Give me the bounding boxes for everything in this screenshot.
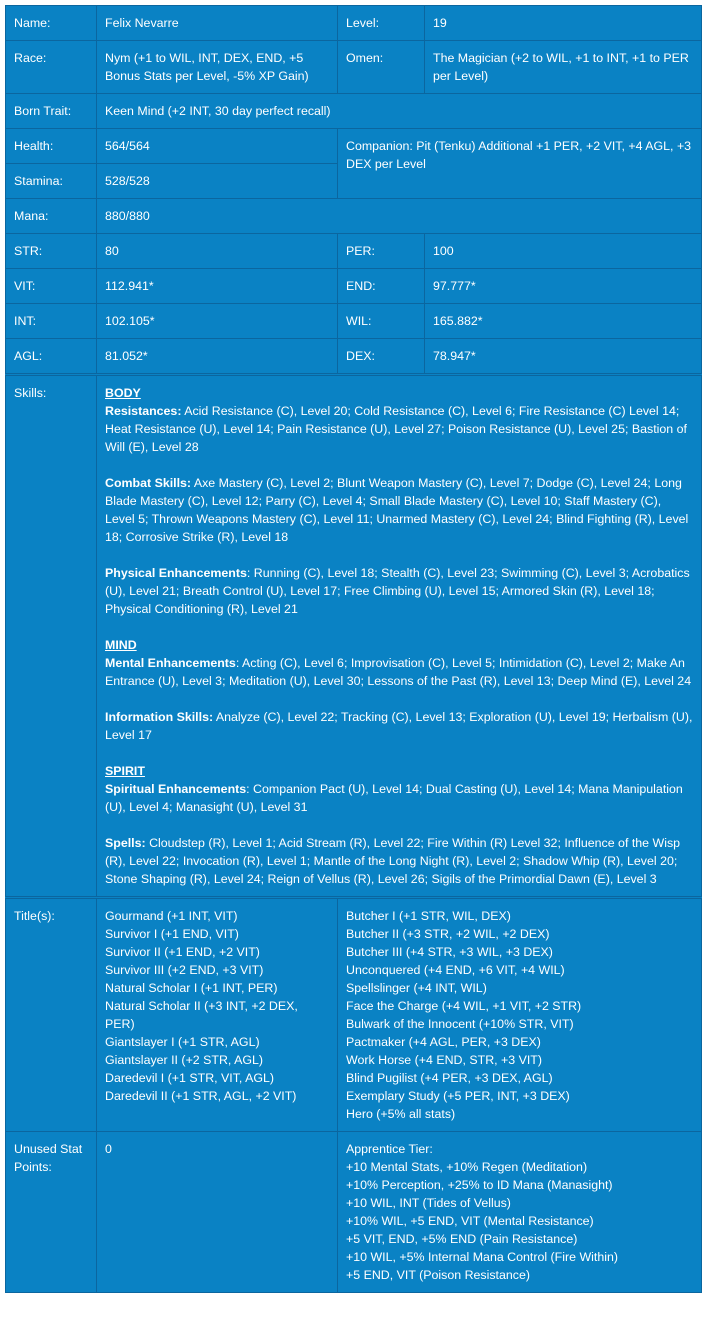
label-unused-points: Unused Stat Points: xyxy=(6,1132,97,1293)
skill-category-text: : Acting (C), Level 6; Improvisation (C), Level 5; Intimidation (C), Level 2; Make An Entrance (U), Level 3; Meditation (U), Level 30; Lessons of the Past (R), Level 13; Deep Mind (E), Level 24 xyxy=(105,656,692,688)
skill-section-spirit xyxy=(105,762,693,888)
title-item: Spellslinger (+4 INT, WIL) xyxy=(346,981,487,995)
tier-bonuses xyxy=(338,1132,702,1293)
row-vit-end xyxy=(6,269,702,304)
title-item: Daredevil I (+1 STR, VIT, AGL) xyxy=(105,1071,275,1085)
value-mana: 880/880 xyxy=(97,199,702,234)
value-companion: Companion: Pit (Tenku) Additional +1 PER, +2 VIT, +4 AGL, +3 DEX per Level xyxy=(338,129,702,199)
label-int: INT: xyxy=(6,304,97,339)
title-item: Survivor III (+2 END, +3 VIT) xyxy=(105,963,264,977)
value-agl: 81.052* xyxy=(97,339,338,375)
value-int: 102.105* xyxy=(97,304,338,339)
skill-category-text: Cloudstep (R), Level 1; Acid Stream (R), Level 22; Fire Within (R) Level 32; Influence of the Wisp (R), Level 22; Invocation (R), Level 1; Mantle of the Long Night (R), Level 2; Shadow Whip (R), Level 20; Stone Shaping (R), Level 24; Reign of Vellus (R), Level 26; Sigils of the Primordial Dawn (E), Level 3 xyxy=(105,836,681,886)
value-omen: The Magician (+2 to WIL, +1 to INT, +1 to PER per Level) xyxy=(425,41,702,94)
title-item: Natural Scholar I (+1 INT, PER) xyxy=(105,981,278,995)
skill-category-label: Physical Enhancements xyxy=(105,566,247,580)
label-wil: WIL: xyxy=(338,304,425,339)
tier-bonus-item: +10% WIL, +5 END, VIT (Mental Resistance) xyxy=(346,1214,594,1228)
title-item: Butcher III (+4 STR, +3 WIL, +3 DEX) xyxy=(346,945,553,959)
title-item: Survivor I (+1 END, VIT) xyxy=(105,927,239,941)
value-race: Nym (+1 to WIL, INT, DEX, END, +5 Bonus Stats per Level, -5% XP Gain) xyxy=(97,41,338,94)
title-item: Work Horse (+4 END, STR, +3 VIT) xyxy=(346,1053,542,1067)
row-int-wil xyxy=(6,304,702,339)
tier-bonus-item: +5 END, VIT (Poison Resistance) xyxy=(346,1268,530,1282)
label-str: STR: xyxy=(6,234,97,269)
label-omen: Omen: xyxy=(338,41,425,94)
value-wil: 165.882* xyxy=(425,304,702,339)
label-race: Race: xyxy=(6,41,97,94)
label-titles: Title(s): xyxy=(6,898,97,1132)
title-item: Butcher I (+1 STR, WIL, DEX) xyxy=(346,909,511,923)
label-skills: Skills: xyxy=(6,375,97,898)
value-health: 564/564 xyxy=(97,129,338,164)
skill-category-label: Combat Skills: xyxy=(105,476,192,490)
label-dex: DEX: xyxy=(338,339,425,375)
row-name xyxy=(6,6,702,41)
title-item: Pactmaker (+4 AGL, PER, +3 DEX) xyxy=(346,1035,541,1049)
skill-section-mind xyxy=(105,636,693,744)
title-item: Butcher II (+3 STR, +2 WIL, +2 DEX) xyxy=(346,927,550,941)
skill-category-text: : Companion Pact (U), Level 14; Dual Casting (U), Level 14; Mana Manipulation (U), Level 4; Manasight (U), Level 31 xyxy=(105,782,683,814)
value-str: 80 xyxy=(97,234,338,269)
titles-list-right xyxy=(338,898,702,1132)
title-item: Giantslayer I (+1 STR, AGL) xyxy=(105,1035,260,1049)
tier-bonus-item: +10 WIL, +5% Internal Mana Control (Fire Within) xyxy=(346,1250,619,1264)
value-per: 100 xyxy=(425,234,702,269)
row-unused-points xyxy=(6,1132,702,1293)
value-name: Felix Nevarre xyxy=(97,6,338,41)
label-health: Health: xyxy=(6,129,97,164)
tier-heading: Apprentice Tier: xyxy=(346,1142,433,1156)
label-level: Level: xyxy=(338,6,425,41)
row-titles xyxy=(6,898,702,1132)
value-unused-points: 0 xyxy=(97,1132,338,1293)
skill-category-text: Analyze (C), Level 22; Tracking (C), Level 13; Exploration (U), Level 19; Herbalism (U), Level 17 xyxy=(105,710,693,742)
skill-category xyxy=(105,834,693,888)
skill-section-heading: BODY xyxy=(105,386,141,400)
skills-list xyxy=(97,375,702,898)
row-str-per xyxy=(6,234,702,269)
skill-category xyxy=(105,564,693,618)
label-name: Name: xyxy=(6,6,97,41)
value-dex: 78.947* xyxy=(425,339,702,375)
value-level: 19 xyxy=(425,6,702,41)
value-end: 97.777* xyxy=(425,269,702,304)
skill-category-text: : Running (C), Level 18; Stealth (C), Level 23; Swimming (C), Level 3; Acrobatics (U), Level 21; Breath Control (U), Level 17; Free Climbing (U), Level 15; Armored Skin (R), Level 18; Physical Conditioning (R), Level 21 xyxy=(105,566,690,616)
skill-category-label: Mental Enhancements xyxy=(105,656,236,670)
row-agl-dex xyxy=(6,339,702,375)
title-item: Blind Pugilist (+4 PER, +3 DEX, AGL) xyxy=(346,1071,553,1085)
skill-section-heading: SPIRIT xyxy=(105,764,145,778)
title-item: Daredevil II (+1 STR, AGL, +2 VIT) xyxy=(105,1089,297,1103)
skill-category xyxy=(105,780,693,816)
skill-category xyxy=(105,654,693,690)
title-item: Exemplary Study (+5 PER, INT, +3 DEX) xyxy=(346,1089,570,1103)
label-end: END: xyxy=(338,269,425,304)
skill-section-body xyxy=(105,384,693,618)
label-born-trait: Born Trait: xyxy=(6,94,97,129)
row-race xyxy=(6,41,702,94)
row-health xyxy=(6,129,702,164)
title-item: Unconquered (+4 END, +6 VIT, +4 WIL) xyxy=(346,963,565,977)
skill-category-label: Spells: xyxy=(105,836,146,850)
label-per: PER: xyxy=(338,234,425,269)
row-mana xyxy=(6,199,702,234)
skill-category-label: Information Skills: xyxy=(105,710,214,724)
skill-category xyxy=(105,402,693,456)
label-stamina: Stamina: xyxy=(6,164,97,199)
tier-bonus-item: +10% Perception, +25% to ID Mana (Manasight) xyxy=(346,1178,613,1192)
tier-bonus-item: +5 VIT, END, +5% END (Pain Resistance) xyxy=(346,1232,578,1246)
skill-category-text: Acid Resistance (C), Level 20; Cold Resistance (C), Level 6; Fire Resistance (C) Level 14; Heat Resistance (U), Level 14; Pain Resistance (U), Level 27; Poison Resistance (U), Level 25; Bastion of Will (E), Level 28 xyxy=(105,404,687,454)
skill-category xyxy=(105,474,693,546)
tier-bonus-item: +10 WIL, INT (Tides of Vellus) xyxy=(346,1196,511,1210)
label-agl: AGL: xyxy=(6,339,97,375)
tier-bonus-item: +10 Mental Stats, +10% Regen (Meditation) xyxy=(346,1160,588,1174)
title-item: Survivor II (+1 END, +2 VIT) xyxy=(105,945,260,959)
value-vit: 112.941* xyxy=(97,269,338,304)
label-mana: Mana: xyxy=(6,199,97,234)
title-item: Natural Scholar II (+3 INT, +2 DEX, PER) xyxy=(105,999,298,1031)
label-vit: VIT: xyxy=(6,269,97,304)
value-stamina: 528/528 xyxy=(97,164,338,199)
skill-category-label: Spiritual Enhancements xyxy=(105,782,247,796)
title-item: Gourmand (+1 INT, VIT) xyxy=(105,909,238,923)
titles-list-left xyxy=(97,898,338,1132)
skill-category-label: Resistances: xyxy=(105,404,182,418)
row-skills xyxy=(6,375,702,898)
skill-section-heading: MIND xyxy=(105,638,137,652)
value-born-trait: Keen Mind (+2 INT, 30 day perfect recall) xyxy=(97,94,702,129)
character-sheet-table xyxy=(5,5,702,1293)
skill-category xyxy=(105,708,693,744)
skill-category-text: Axe Mastery (C), Level 2; Blunt Weapon Mastery (C), Level 7; Dodge (C), Level 24; Long Blade Mastery (C), Level 12; Parry (C), Level 4; Small Blade Mastery (C), Level 10; Staff Mastery (C), Level 5; Thrown Weapons Mastery (C), Level 11; Unarmed Mastery (C), Level 24; Blind Fighting (R), Level 18; Corrosive Strike (R), Level 18 xyxy=(105,476,689,544)
title-item: Bulwark of the Innocent (+10% STR, VIT) xyxy=(346,1017,574,1031)
row-born-trait xyxy=(6,94,702,129)
title-item: Hero (+5% all stats) xyxy=(346,1107,456,1121)
title-item: Face the Charge (+4 WIL, +1 VIT, +2 STR) xyxy=(346,999,582,1013)
title-item: Giantslayer II (+2 STR, AGL) xyxy=(105,1053,264,1067)
